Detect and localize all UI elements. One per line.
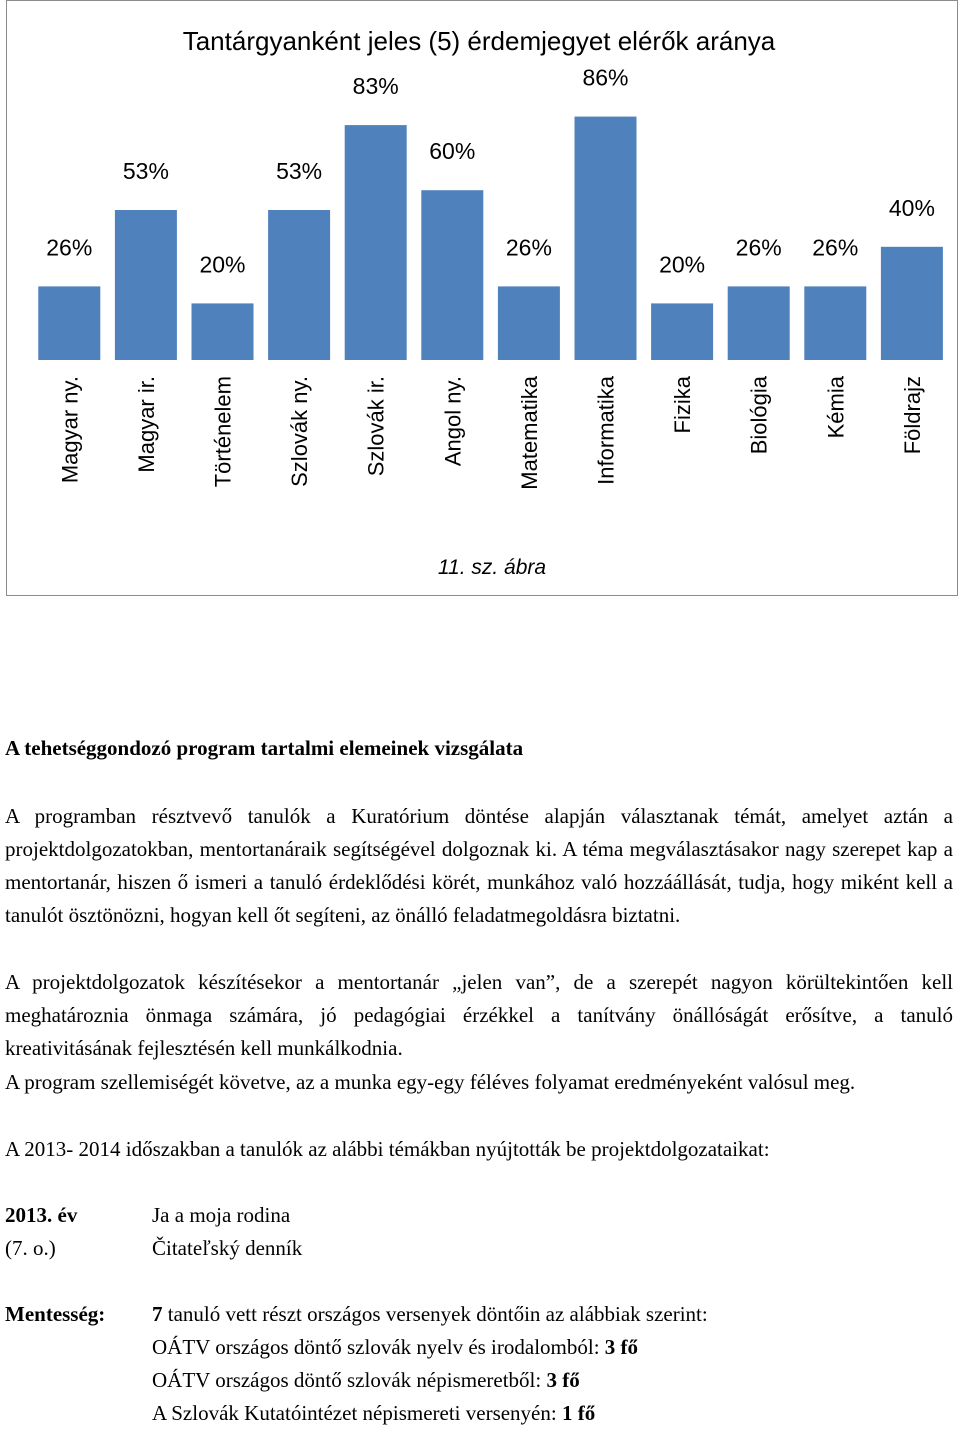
exemption-label: Mentesség: [5,1302,106,1326]
chart-frame [6,0,958,596]
bar-1 [38,286,100,360]
data-label: 20% [199,251,246,278]
exemption-text: A Szlovák Kutatóintézet népismereti versenyén: [152,1401,562,1425]
chart-title: Tantárgyanként jeles (5) érdemjegyet elérők aránya [182,26,776,56]
paragraph-3: A program szellemiségét követve, az a munka egy-egy féléves folyamat eredményeként valósul meg. [5,1070,856,1094]
bar-11 [804,286,866,360]
data-label: 86% [582,64,629,91]
data-label: 60% [429,138,476,165]
category-label: Magyar ir. [133,376,159,473]
year-label: 2013. év [5,1203,78,1227]
bar-8 [575,117,637,360]
data-label: 20% [659,251,706,278]
paragraph-1: A programban résztvevő tanulók a Kuratórium döntése alapján választanak témát, amelyet aztán a projektdolgozatokban, mentortanáraik segítségével dolgoznak ki. A téma megválasztásakor nagy szerepet kap a mentortanár, hiszen ő ismeri a tanuló érdeklődési körét, munkához való hozzáállását, tudja, hogy miként kell a tanulót ösztönözni, hogyan kell őt segíteni, az önálló feladatmegoldásra biztatni. [5,804,953,927]
data-label: 40% [888,194,935,221]
section-heading: A tehetséggondozó program tartalmi elemeinek vizsgálata [5,736,524,760]
participant-count: 3 fő [604,1335,639,1359]
topic-item: Čitateľský denník [152,1236,303,1260]
bar-chart [7,1,959,597]
data-label: 26% [505,234,552,261]
category-label: Matematika [516,376,542,490]
paragraph-2: A projektdolgozatok készítésekor a mentortanár „jelen van”, de a szerepét nagyon körültekintően kell meghatároznia önmaga számára, jó pedagógiai érzékkel a tanítvány önállóságát erősítve, a tanuló kreativitásának fejlesztésén kell munkálkodnia. [5,970,953,1060]
category-label: Informatika [593,376,619,485]
exemption-line [152,1331,638,1364]
bar-12 [881,247,943,360]
exemption-line [152,1364,580,1397]
bar-4 [268,210,330,360]
data-label: 53% [276,158,323,184]
bar-3 [192,303,254,360]
participant-count: 3 fő [546,1368,580,1392]
category-label: Magyar ny. [57,376,83,484]
participant-count: 7 [152,1302,163,1326]
exemption-text: tanuló vett részt országos versenyek döntőin az alábbiak szerint: [162,1302,708,1326]
exemption-line [152,1298,708,1331]
participant-count: 1 fő [561,1401,596,1425]
figure-caption: 11. sz. ábra [437,556,547,579]
class-label: (7. o.) [5,1236,56,1260]
bar-5 [345,125,407,360]
data-label: 83% [352,73,399,100]
data-label: 53% [122,158,169,184]
topic-item: Ja a moja rodina [152,1203,291,1227]
exemption-line [152,1397,595,1430]
category-label: Fizika [670,376,696,434]
data-label: 26% [812,234,859,261]
exemption-text: OÁTV országos döntő szlovák népismeretből: [152,1368,547,1392]
data-label: 26% [735,234,782,261]
data-label: 26% [46,234,93,261]
exemption-text: OÁTV országos döntő szlovák nyelv és irodalomból: [152,1335,605,1359]
bar-7 [498,286,560,360]
bar-6 [421,190,483,360]
category-label: Biológia [746,376,772,455]
category-label: Angol ny. [440,376,466,467]
category-label: Földrajz [899,376,925,455]
category-label: Szlovák ny. [287,376,313,487]
category-label: Szlovák ir. [363,376,389,477]
bar-2 [115,210,177,360]
paragraph-4: A 2013- 2014 időszakban a tanulók az alábbi témákban nyújtották be projektdolgozataikat: [5,1137,770,1161]
bar-9 [651,303,713,360]
category-label: Történelem [210,376,236,488]
bar-10 [728,286,790,360]
category-label: Kémia [823,376,849,439]
